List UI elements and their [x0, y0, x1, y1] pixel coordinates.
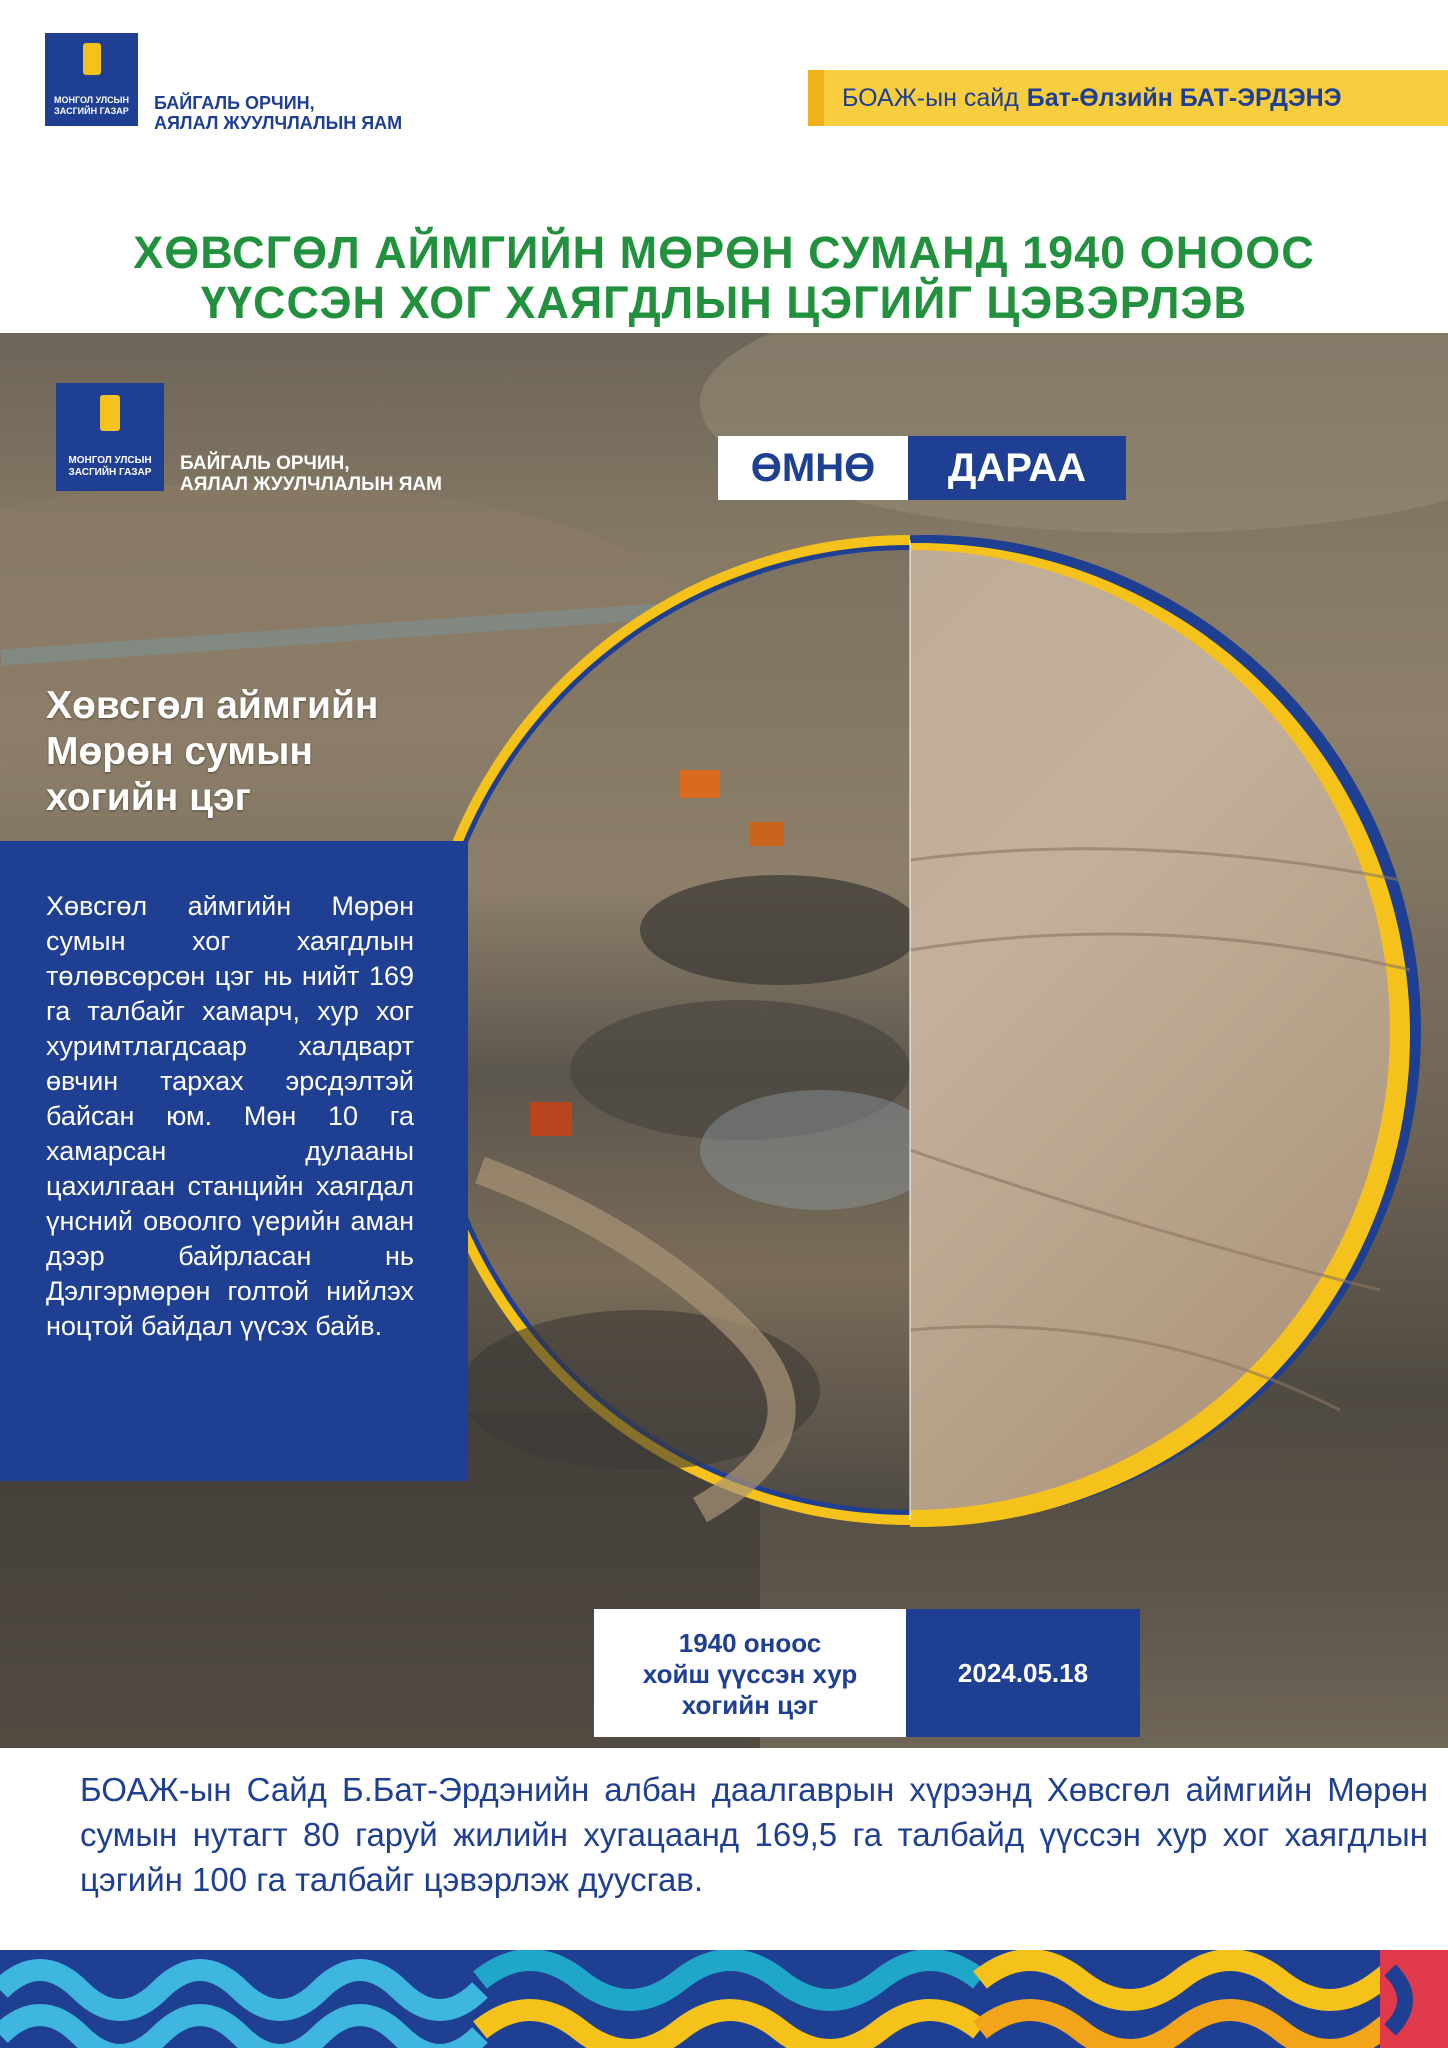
panel-ministry-line1: БАЙГАЛЬ ОРЧИН, — [180, 453, 350, 474]
emblem-caption: МОНГОЛ УЛСЫН ЗАСГИЙН ГАЗАР — [54, 95, 129, 116]
background-hill — [700, 333, 1448, 533]
panel-ministry-line2: АЯЛАЛ ЖУУЛЧЛАЛЫН ЯАМ — [180, 474, 442, 495]
before-caption-line3: хогийн цэг — [681, 1690, 819, 1720]
before-caption-line2: хойш үүссэн хур — [642, 1659, 858, 1689]
infographic-panel — [0, 333, 1448, 1748]
page-headline — [0, 228, 1448, 328]
description-box — [0, 841, 468, 1481]
minister-badge — [808, 70, 1448, 126]
summary-text: БОАЖ-ын Сайд Б.Бат-Эрдэнийн албан даалгаврын хүрээнд Хөвсгөл аймгийн Мөрөн сумын нутагт 80 гаруй жилийн хугацаанд 169,5 га талбайд үүссэн хур хог хаягдлын цэгийн 100 га талбайг цэвэрлэж дуусгав. — [80, 1771, 1428, 1898]
before-caption — [594, 1609, 906, 1737]
panel-emblem-logo — [56, 383, 164, 491]
before-after-circle — [440, 530, 1430, 1530]
after-label: ДАРАА — [908, 436, 1126, 500]
panel-emblem-caption: МОНГОЛ УЛСЫН ЗАСГИЙН ГАЗАР — [68, 455, 152, 478]
before-caption-line1: 1940 оноос — [678, 1628, 822, 1658]
place-title — [46, 683, 378, 821]
badge-name: Бат-Өлзийн БАТ-ЭРДЭНЭ — [1026, 84, 1342, 112]
place-title-line1: Хөвсгөл аймгийн — [46, 684, 379, 727]
decorative-pattern-border — [0, 1950, 1448, 2048]
soyombo-icon — [100, 395, 120, 431]
soyombo-icon — [83, 43, 101, 75]
headline-line2: ҮҮССЭН ХОГ ХАЯГДЛЫН ЦЭГИЙГ ЦЭВЭРЛЭВ — [200, 277, 1248, 328]
badge-text — [842, 84, 1342, 113]
ministry-name-line1: БАЙГАЛЬ ОРЧИН, — [154, 93, 315, 113]
place-title-line3: хогийн цэг — [46, 776, 251, 819]
place-title-line2: Мөрөн сумын — [46, 730, 313, 773]
ministry-name-line2: АЯЛАЛ ЖУУЛЧЛАЛЫН ЯАМ — [154, 113, 403, 133]
badge-role: БОАЖ-ын сайд — [842, 84, 1019, 112]
badge-accent-bar — [808, 70, 824, 126]
ministry-name — [154, 93, 402, 133]
government-emblem-logo — [45, 33, 138, 126]
after-caption-date: 2024.05.18 — [906, 1609, 1140, 1737]
before-label: ӨМНӨ — [718, 436, 908, 500]
headline-line1: ХӨВСГӨЛ АЙМГИЙН МӨРӨН СУМАНД 1940 ОНООС — [133, 227, 1315, 278]
description-text: Хөвсгөл аймгийн Мөрөн сумын хог хаягдлын төлөвсөрсөн цэг нь нийт 169 га талбайг хамарч, хур хог хуримтлагдсаар халдварт өвчин тархах эрсдэлтэй байсан юм. Мөн 10 га хамарсан дулааны цахилгаан станцийн хаягдал үнсний овоолго үерийн аман дээр байрласан нь Дэлгэрмөрөн голтой нийлэх ноцтой байдал үүсэх байв. — [46, 891, 414, 1341]
panel-ministry-name — [180, 453, 442, 495]
